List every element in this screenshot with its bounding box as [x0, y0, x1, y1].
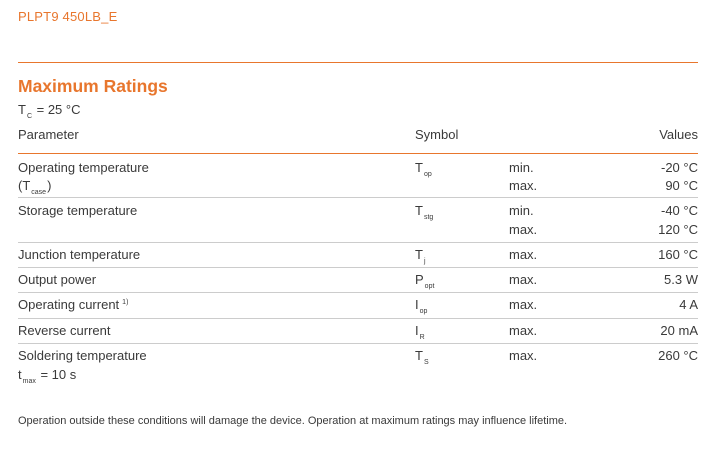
column-header-parameter: Parameter [18, 127, 79, 142]
symbol-subscript: S [423, 359, 429, 366]
parameter-name: Output power [18, 272, 97, 287]
limit-type: max. [509, 178, 538, 193]
parameter-label: Operating current [18, 297, 120, 312]
rating-value: 260 °C [658, 348, 698, 363]
rating-value: 160 °C [658, 247, 698, 262]
test-condition [18, 102, 81, 120]
symbol-letter: T [415, 348, 423, 363]
symbol-letter: I [415, 323, 419, 338]
paren-open: (T [18, 178, 31, 193]
symbol-letter: P [415, 272, 424, 287]
symbol-subscript: j [423, 258, 426, 265]
limit-type: max. [509, 272, 538, 287]
column-header-values: Values [659, 127, 698, 142]
symbol-letter: T [415, 160, 423, 175]
parameter-symbol [415, 348, 430, 366]
symbol-subscript: op [423, 171, 432, 178]
row-divider [18, 267, 698, 268]
rating-value: -20 °C [661, 160, 698, 175]
limit-type: max. [509, 323, 538, 338]
parameter-detail [18, 178, 52, 196]
parameter-name: Soldering temperature [18, 348, 147, 363]
rating-value: 120 °C [658, 222, 698, 237]
detail-value: = 10 s [36, 367, 77, 382]
rating-value: -40 °C [661, 203, 698, 218]
footnote-marker: 1) [122, 299, 129, 306]
row-divider [18, 292, 698, 293]
row-divider [18, 242, 698, 243]
rating-value: 20 mA [660, 323, 698, 338]
row-divider [18, 197, 698, 198]
limit-type: min. [509, 160, 534, 175]
condition-subscript: C [26, 113, 33, 120]
parameter-name: Storage temperature [18, 203, 138, 218]
parameter-symbol [415, 203, 434, 221]
limit-type: min. [509, 203, 534, 218]
symbol-subscript: R [419, 334, 425, 341]
limit-type: max. [509, 297, 538, 312]
symbol-letter: I [415, 297, 419, 312]
symbol-subscript: opt [424, 283, 435, 290]
parameter-symbol [415, 247, 427, 265]
limit-type: max. [509, 222, 538, 237]
symbol-letter: T [415, 203, 423, 218]
symbol-letter: T [415, 247, 423, 262]
parameter-name: Reverse current [18, 323, 111, 338]
parameter-symbol [415, 160, 433, 178]
limit-type: max. [509, 247, 538, 262]
row-divider [18, 343, 698, 344]
parameter-detail-subscript: case [31, 189, 47, 196]
parameter-name [18, 297, 128, 312]
detail-symbol: t [18, 367, 22, 382]
rating-value: 4 A [679, 297, 698, 312]
parameter-detail [18, 367, 77, 385]
parameter-name: Operating temperature [18, 160, 149, 175]
parameter-symbol [415, 323, 426, 341]
section-title: Maximum Ratings [18, 76, 168, 96]
limit-type: max. [509, 348, 538, 363]
rating-value: 90 °C [665, 178, 698, 193]
row-divider [18, 318, 698, 319]
detail-subscript: max [22, 378, 36, 385]
symbol-subscript: op [419, 308, 428, 315]
symbol-subscript: stg [423, 214, 434, 221]
parameter-symbol [415, 297, 428, 315]
parameter-symbol [415, 272, 435, 290]
product-name: PLPT9 450LB_E [18, 9, 118, 24]
rating-value: 5.3 W [664, 272, 698, 287]
condition-symbol: T [18, 102, 26, 117]
paren-close: ) [47, 178, 52, 193]
header-divider [18, 62, 698, 63]
column-header-symbol: Symbol [415, 127, 459, 142]
parameter-name: Junction temperature [18, 247, 141, 262]
table-header-divider [18, 153, 698, 154]
operation-note: Operation outside these conditions will damage the device. Operation at maximum ratings may influence lifetime. [18, 415, 568, 427]
condition-value: = 25 °C [33, 102, 81, 117]
